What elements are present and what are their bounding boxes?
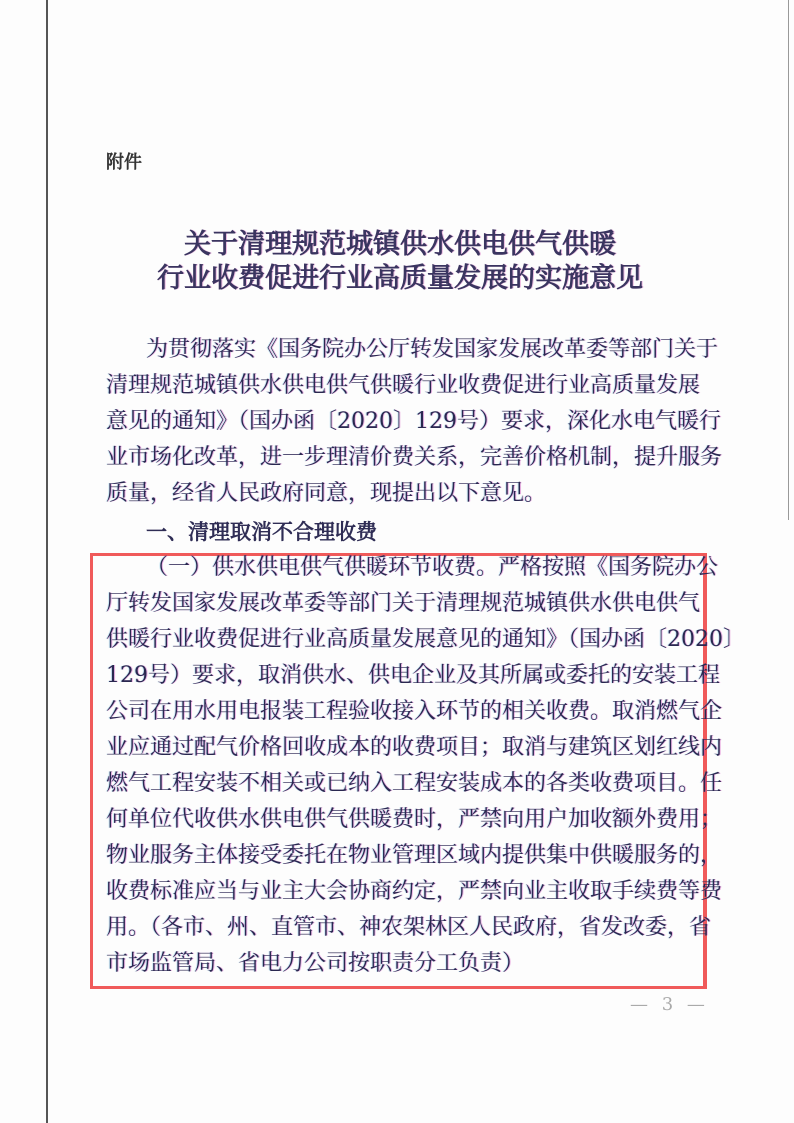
document-title-line-2: 行业收费促进行业高质量发展的实施意见: [157, 263, 643, 294]
intro-line: 业市场化改革，进一步理清价费关系，完善价格机制，提升服务: [106, 445, 723, 470]
paragraph-line: 何单位代收供水供电供气供暖费时，严禁向用户加收额外费用；: [106, 807, 723, 832]
document-title-line-1: 关于清理规范城镇供水供电供气供暖: [184, 229, 616, 260]
paragraph-line: 收费标准应当与业主大会协商约定，严禁向业主收取手续费等费: [106, 879, 723, 904]
paragraph-line: 市场监管局、省电力公司按职责分工负责）: [106, 951, 525, 976]
paragraph-line: 业应通过配气价格回收成本的收费项目；取消与建筑区划红线内: [106, 735, 723, 760]
intro-line: 清理规范城镇供水供电供气供暖行业收费促进行业高质量发展: [106, 373, 701, 398]
paragraph-line: 燃气工程安装不相关或已纳入工程安装成本的各类收费项目。任: [106, 771, 723, 796]
intro-line: 质量，经省人民政府同意，现提出以下意见。: [106, 481, 547, 506]
paragraph-line: 物业服务主体接受委托在物业管理区域内提供集中供暖服务的，: [106, 843, 723, 868]
binding-line: [46, 0, 48, 1123]
attachment-label: 附件: [106, 152, 142, 173]
paragraph-line: 129号）要求，取消供水、供电企业及其所属或委托的安装工程: [106, 663, 720, 688]
intro-line: 意见的通知》（国办函〔2020〕129号）要求，深化水电气暖行: [106, 409, 721, 434]
paragraph-line: 厅转发国家发展改革委等部门关于清理规范城镇供水供电供气: [106, 591, 701, 616]
paragraph-line: 用。（各市、州、直管市、神农架林区人民政府，省发改委，省: [106, 915, 712, 940]
paragraph-line: 公司在用水用电报装工程验收接入环节的相关收费。取消燃气企: [106, 699, 723, 724]
page-number: — 3 —: [630, 994, 709, 1015]
page-edge-line: [788, 0, 789, 520]
section-heading: 一、清理取消不合理收费: [146, 520, 377, 544]
intro-line: 为贯彻落实《国务院办公厅转发国家发展改革委等部门关于: [146, 337, 719, 362]
paragraph-line: 供暖行业收费促进行业高质量发展意见的通知》（国办函〔2020〕: [106, 627, 745, 652]
paragraph-line: （一）供水供电供气供暖环节收费。严格按照《国务院办公: [146, 555, 719, 580]
